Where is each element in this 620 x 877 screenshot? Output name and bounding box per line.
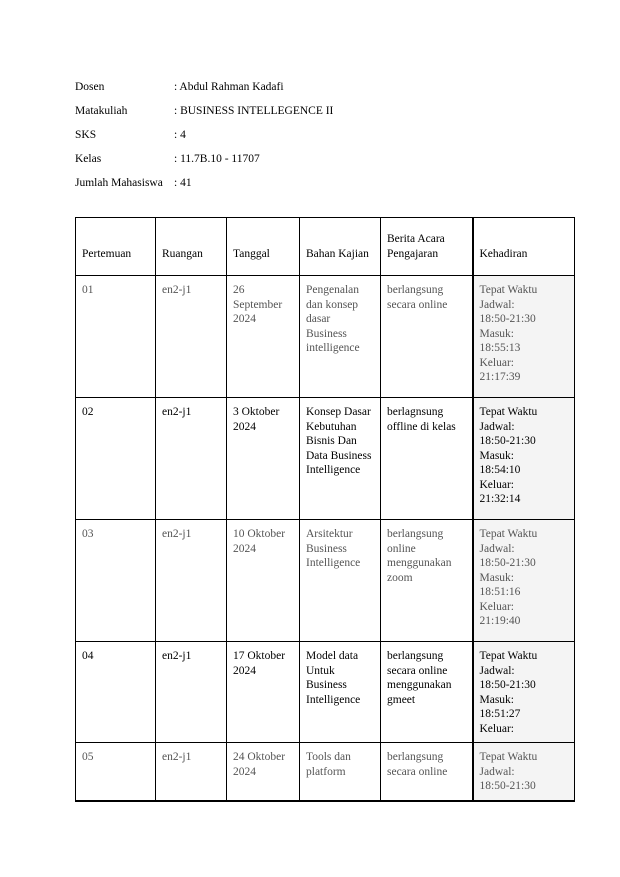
cell-bahan-kajian: Model data Untuk Business Intelligence [300, 642, 381, 743]
dosen-value: : Abdul Rahman Kadafi [174, 81, 284, 93]
cell-tanggal: 24 Oktober 2024 [227, 743, 300, 801]
kelas-label: Kelas [75, 153, 102, 165]
kehadiran-line: Jadwal: [479, 542, 515, 555]
kehadiran-line: Keluar: [479, 356, 514, 369]
table-row [76, 642, 575, 743]
kehadiran-line: Tepat Waktu [479, 284, 538, 296]
cell-tanggal: 17 Oktober 2024 [227, 642, 300, 743]
cell-berita-acara: berlagnsung offline di kelas [381, 398, 473, 520]
cell-bahan-kajian: Arsitektur Business Intelligence [300, 520, 381, 642]
cell-ruangan: en2-j1 [156, 520, 227, 642]
kehadiran-line: Tepat Waktu [479, 528, 538, 540]
cell-kehadiran [473, 642, 575, 743]
cell-berita-acara: berlangsung online menggunakan zoom [381, 520, 473, 642]
info-row-jumlah [75, 171, 333, 195]
kehadiran-line: 21:32:14 [479, 493, 521, 505]
cell-tanggal: 26 September 2024 [227, 276, 300, 398]
kehadiran-line: 21:19:40 [479, 615, 521, 627]
info-row-dosen [75, 75, 333, 99]
table-row [76, 276, 575, 398]
cell-tanggal: 3 Oktober 2024 [227, 398, 300, 520]
dosen-label: Dosen [75, 81, 105, 93]
cell-berita-acara: berlangsung secara online [381, 276, 473, 398]
table-row [76, 520, 575, 642]
cell-kehadiran [473, 743, 575, 801]
cell-bahan-kajian: Tools dan platform [300, 743, 381, 801]
kehadiran-line: Keluar: [479, 600, 514, 613]
info-row-kelas [75, 147, 333, 171]
cell-bahan-kajian: Pengenalan dan konsep dasar Business intelligence [300, 276, 381, 398]
cell-berita-acara: berlangsung secara online menggunakan gmeet [381, 642, 473, 743]
cell-pertemuan: 05 [76, 743, 156, 801]
cell-kehadiran [473, 276, 575, 398]
attendance-table [75, 217, 575, 802]
jumlah-value: : 41 [174, 177, 192, 189]
header-kehadiran: Kehadiran [473, 218, 575, 276]
table-header-row [76, 218, 575, 276]
header-tanggal: Tanggal [227, 218, 300, 276]
cell-kehadiran [473, 398, 575, 520]
kehadiran-line: 18:50-21:30 [479, 435, 536, 447]
kehadiran-line: Jadwal: [479, 664, 515, 677]
sks-label: SKS [75, 129, 97, 141]
info-row-matakuliah [75, 99, 333, 123]
kehadiran-line: Jadwal: [479, 765, 515, 778]
kehadiran-line: Jadwal: [479, 298, 515, 311]
kehadiran-line: Masuk: [479, 693, 514, 706]
header-pertemuan: Pertemuan [76, 218, 156, 276]
kehadiran-line: Tepat Waktu [479, 406, 538, 418]
kehadiran-line: 18:50-21:30 [479, 557, 536, 569]
cell-kehadiran [473, 520, 575, 642]
table-row [76, 743, 575, 801]
jumlah-label: Jumlah Mahasiswa [75, 177, 163, 189]
kehadiran-line: 18:54:10 [479, 464, 521, 476]
kehadiran-line: Jadwal: [479, 420, 515, 433]
kehadiran-line: 18:51:27 [479, 708, 521, 720]
table-row [76, 398, 575, 520]
kehadiran-line: Keluar: [479, 722, 514, 735]
kehadiran-line: Keluar: [479, 478, 514, 491]
matakuliah-value: : BUSINESS INTELLEGENCE II [174, 105, 334, 117]
kelas-value: : 11.7B.10 - 11707 [174, 153, 260, 165]
kehadiran-line: Masuk: [479, 327, 514, 340]
cell-ruangan: en2-j1 [156, 276, 227, 398]
cell-ruangan: en2-j1 [156, 743, 227, 801]
cell-pertemuan: 01 [76, 276, 156, 398]
kehadiran-line: 18:50-21:30 [479, 313, 536, 325]
kehadiran-line: 18:51:16 [479, 586, 521, 598]
header-ruangan: Ruangan [156, 218, 227, 276]
cell-pertemuan: 03 [76, 520, 156, 642]
cell-pertemuan: 04 [76, 642, 156, 743]
kehadiran-line: 18:50-21:30 [479, 679, 536, 691]
kehadiran-line: 18:50-21:30 [479, 780, 536, 792]
header-berita-acara: Berita Acara Pengajaran [381, 218, 473, 276]
cell-pertemuan: 02 [76, 398, 156, 520]
cell-tanggal: 10 Oktober 2024 [227, 520, 300, 642]
cell-ruangan: en2-j1 [156, 398, 227, 520]
info-row-sks [75, 123, 333, 147]
sks-value: : 4 [174, 129, 186, 141]
matakuliah-label: Matakuliah [75, 105, 128, 117]
kehadiran-line: Tepat Waktu [479, 650, 538, 662]
cell-berita-acara: berlangsung secara online [381, 743, 473, 801]
kehadiran-line: Tepat Waktu [479, 751, 538, 763]
kehadiran-line: 21:17:39 [479, 371, 521, 383]
kehadiran-line: Masuk: [479, 571, 514, 584]
header-bahan-kajian: Bahan Kajian [300, 218, 381, 276]
kehadiran-line: 18:55:13 [479, 342, 521, 354]
cell-ruangan: en2-j1 [156, 642, 227, 743]
course-info [75, 75, 333, 195]
cell-bahan-kajian: Konsep Dasar Kebutuhan Bisnis Dan Data Business Intelligence [300, 398, 381, 520]
kehadiran-line: Masuk: [479, 449, 514, 462]
